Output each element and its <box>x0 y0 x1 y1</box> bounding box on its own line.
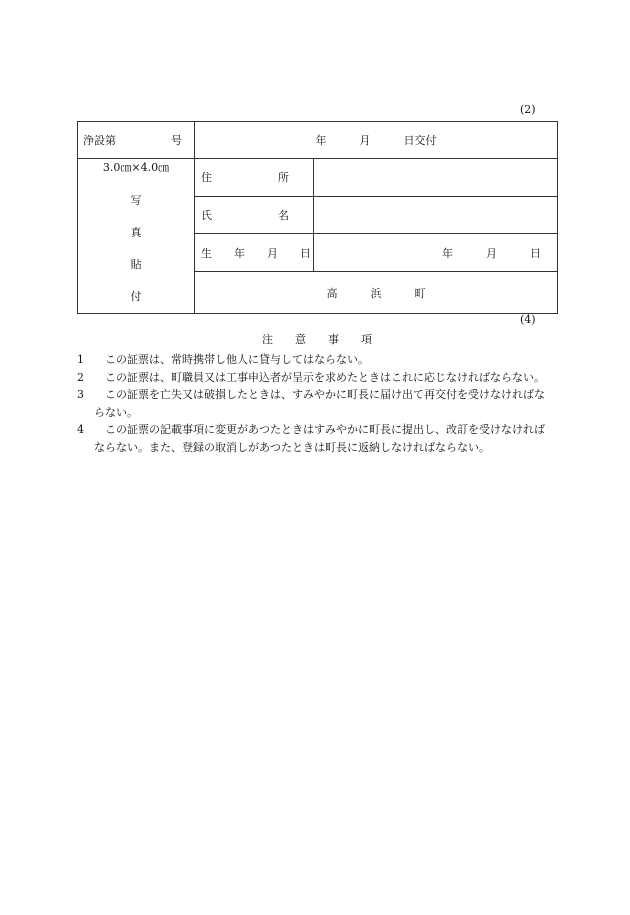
photo-area <box>78 159 195 314</box>
name-label: 氏 名 <box>195 196 314 234</box>
note-number: 3 <box>77 388 84 401</box>
page-number-top: (2) <box>520 103 536 116</box>
birthdate-value: 年 月 日 <box>314 234 558 272</box>
photo-label-char: 付 <box>130 290 142 303</box>
birthdate-label: 生 年 月 日 <box>195 234 314 272</box>
photo-label-char: 貼 <box>130 258 142 271</box>
photo-label-char: 真 <box>130 226 142 239</box>
note-item <box>77 421 555 456</box>
photo-label-char: 写 <box>130 194 142 207</box>
note-item <box>77 369 555 387</box>
address-value <box>314 159 558 197</box>
address-label: 住 所 <box>195 159 314 197</box>
certificate-header-row <box>78 122 558 159</box>
note-number: 2 <box>77 370 84 384</box>
note-item <box>77 351 555 369</box>
note-number: 1 <box>77 353 84 366</box>
note-text: この証票を亡失又は破損したときは、すみやかに町長に届け出て再交付を受けなければならない。 <box>94 388 545 419</box>
note-item <box>77 386 555 421</box>
name-value <box>314 196 558 234</box>
issuer-name: 高 浜 町 <box>195 272 558 314</box>
issue-date: 年 月 日交付 <box>195 122 558 159</box>
note-text: この証票は、常時携帯し他人に貸与してはならない。 <box>94 353 369 366</box>
photo-size: 3.0㎝×4.0㎝ <box>102 161 170 174</box>
serial-number: 浄設第 号 <box>78 122 195 159</box>
note-number: 4 <box>77 423 84 436</box>
certificate-table <box>77 121 558 314</box>
notes-title: 注 意 事 項 <box>262 333 372 346</box>
field-row-address <box>78 159 558 197</box>
page-number-bottom: (4) <box>520 313 536 326</box>
note-text: この証票の記載事項に変更があつたときはすみやかに町長に提出し、改訂を受けなければならない。また、登録の取消しがあつたときは町長に返納しなければならない。 <box>94 423 545 454</box>
notes-list <box>77 351 555 456</box>
note-text: この証票は、町職員又は工事申込者が呈示を求めたときはこれに応じなければならない。 <box>94 370 545 384</box>
